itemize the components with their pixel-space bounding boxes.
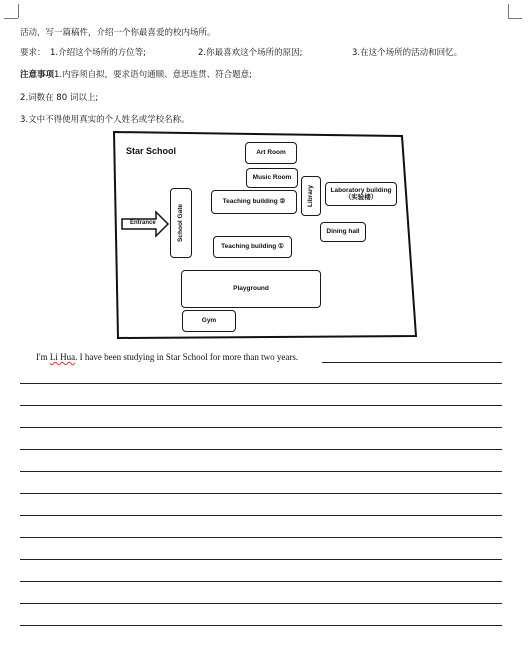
answer-line[interactable]	[20, 427, 502, 428]
dining-hall	[320, 222, 366, 242]
requirement-1: 1.介绍这个场所的方位等;	[50, 48, 146, 58]
gym	[182, 310, 236, 332]
map-title: Star School	[126, 146, 177, 156]
answer-line[interactable]	[20, 603, 502, 604]
school-map	[112, 130, 418, 340]
school-gate	[170, 188, 192, 258]
requirements-label: 要求：	[20, 48, 46, 58]
essay-pre: I'm	[36, 352, 50, 362]
teaching-building-1-label: Teaching building ①	[221, 243, 284, 251]
answer-line[interactable]	[20, 559, 502, 560]
gym-label: Gym	[201, 317, 217, 325]
art-room	[245, 142, 297, 164]
note-3: 3.文中不得使用真实的个人姓名或学校名称。	[20, 115, 190, 125]
requirement-2: 2.你最喜欢这个场所的原因;	[198, 48, 303, 58]
intro-text: 活动，写一篇稿件，介绍一个你最喜爱的校内场所。	[20, 28, 216, 38]
teaching-building-1	[213, 236, 292, 258]
playground	[181, 270, 321, 308]
essay-rest: . I have been studying in Star School for more than two years.	[75, 352, 299, 362]
entrance-label: Entrance	[130, 220, 156, 226]
dining-hall-label: Dining hall	[326, 228, 360, 236]
library-label: Library	[307, 184, 315, 208]
answer-line[interactable]	[20, 493, 502, 494]
answer-line[interactable]	[20, 449, 502, 450]
answer-line[interactable]	[20, 537, 502, 538]
laboratory-label: Laboratory building	[330, 186, 392, 194]
art-room-label: Art Room	[256, 149, 286, 157]
answer-line[interactable]	[20, 383, 502, 384]
notes-label: 注意事项	[20, 70, 55, 80]
answer-line[interactable]	[20, 515, 502, 516]
answer-line[interactable]	[20, 405, 502, 406]
laboratory-building	[325, 182, 397, 206]
note-2: 2.词数在 80 词以上;	[20, 93, 99, 103]
requirement-3: 3.在这个场所的活动和回忆。	[352, 48, 463, 58]
music-room	[246, 168, 298, 188]
laboratory-cn-label: （实验楼）	[344, 194, 378, 201]
note-1: 1.内容须自拟，要求语句通顺、意思连贯、符合题意;	[54, 70, 252, 80]
answer-line-first[interactable]	[322, 362, 502, 363]
library	[301, 176, 321, 216]
music-room-label: Music Room	[252, 174, 292, 182]
answer-line[interactable]	[20, 625, 502, 626]
essay-name: Li Hua	[49, 352, 76, 362]
answer-line[interactable]	[20, 581, 502, 582]
teaching-building-2	[211, 190, 297, 214]
playground-label: Playground	[233, 285, 269, 293]
answer-line[interactable]	[20, 471, 502, 472]
essay-opening	[36, 352, 298, 362]
school-gate-label: School Gate	[177, 204, 185, 242]
teaching-building-2-label: Teaching building ②	[222, 198, 286, 206]
notes-line-1	[20, 68, 252, 80]
